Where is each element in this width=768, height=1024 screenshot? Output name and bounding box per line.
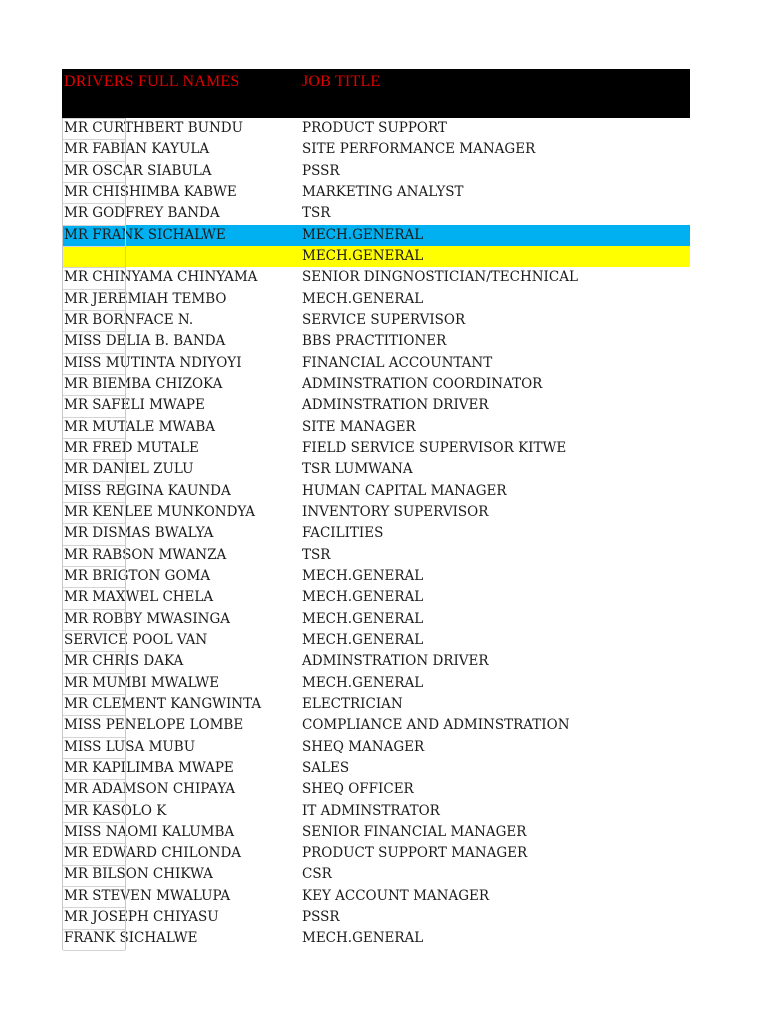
job-title-cell[interactable]: MECH.GENERAL	[302, 631, 424, 648]
table-row[interactable]	[62, 139, 690, 160]
job-title-cell[interactable]: FINANCIAL ACCOUNTANT	[302, 354, 493, 371]
table-row[interactable]	[62, 118, 690, 139]
driver-name-cell[interactable]: MR BRIGTON GOMA	[64, 567, 211, 584]
table-row[interactable]	[62, 801, 690, 822]
driver-name-cell[interactable]: MR SAFELI MWAPE	[64, 397, 205, 414]
job-title-cell[interactable]: MECH.GENERAL	[302, 247, 424, 264]
table-row[interactable]	[62, 651, 690, 672]
job-title-cell[interactable]: MECH.GENERAL	[302, 290, 424, 307]
driver-name-cell[interactable]: MISS PENELOPE LOMBE	[64, 717, 244, 734]
job-title-cell[interactable]: HUMAN CAPITAL MANAGER	[302, 482, 507, 499]
driver-name-cell[interactable]: MR BIEMBA CHIZOKA	[64, 375, 223, 392]
table-row[interactable]	[62, 353, 690, 374]
table-row[interactable]	[62, 630, 690, 651]
driver-name-cell[interactable]: MR EDWARD CHILONDA	[64, 845, 242, 862]
driver-name-cell[interactable]: MR GODFREY BANDA	[64, 205, 220, 222]
job-title-cell[interactable]: MECH.GENERAL	[302, 567, 424, 584]
table-row[interactable]	[62, 374, 690, 395]
table-row[interactable]	[62, 267, 690, 288]
table-row[interactable]	[62, 545, 690, 566]
job-title-cell[interactable]: PRODUCT SUPPORT MANAGER	[302, 845, 528, 862]
table-row[interactable]	[62, 843, 690, 864]
driver-name-cell[interactable]: FRANK SICHALWE	[64, 930, 198, 947]
table-row[interactable]	[62, 566, 690, 587]
job-title-cell[interactable]: PSSR	[302, 909, 340, 926]
table-row[interactable]	[62, 246, 690, 267]
table-row[interactable]	[62, 459, 690, 480]
driver-name-cell[interactable]: MISS MUTINTA NDIYOYI	[64, 354, 242, 371]
driver-name-cell[interactable]: MISS DELIA B. BANDA	[64, 333, 226, 350]
job-title-cell[interactable]: SALES	[302, 759, 350, 776]
job-title-cell[interactable]: ADMINSTRATION DRIVER	[302, 397, 489, 414]
table-row[interactable]	[62, 694, 690, 715]
driver-name-cell[interactable]: MR ROBBY MWASINGA	[64, 610, 231, 627]
table-row[interactable]	[62, 673, 690, 694]
driver-name-cell[interactable]: MR BILSON CHIKWA	[64, 866, 213, 883]
table-row[interactable]	[62, 737, 690, 758]
table-row[interactable]	[62, 417, 690, 438]
job-title-cell[interactable]: CSR	[302, 866, 332, 883]
driver-name-cell[interactable]: MR MUTALE MWABA	[64, 418, 216, 435]
driver-name-cell[interactable]: MR ADAMSON CHIPAYA	[64, 781, 235, 798]
table-row[interactable]	[62, 523, 690, 544]
job-title-cell[interactable]: FACILITIES	[302, 525, 384, 542]
spreadsheet	[62, 69, 690, 950]
table-row[interactable]	[62, 481, 690, 502]
table-row[interactable]	[62, 864, 690, 885]
driver-name-cell[interactable]: SERVICE POOL VAN	[64, 631, 208, 648]
table-row[interactable]	[62, 928, 690, 949]
job-title-cell[interactable]: SERVICE SUPERVISOR	[302, 311, 466, 328]
table-row[interactable]	[62, 587, 690, 608]
table-row[interactable]	[62, 886, 690, 907]
driver-name-cell[interactable]: MISS LUSA MUBU	[64, 738, 196, 755]
table-row[interactable]	[62, 182, 690, 203]
header-drivers-full-names: DRIVERS FULL NAMES	[64, 73, 240, 90]
job-title-cell[interactable]: SITE PERFORMANCE MANAGER	[302, 141, 536, 158]
driver-name-cell[interactable]: MR RABSON MWANZA	[64, 546, 227, 563]
job-title-cell[interactable]: SHEQ MANAGER	[302, 738, 425, 755]
driver-name-cell[interactable]: MR DANIEL ZULU	[64, 461, 194, 478]
table-row[interactable]	[62, 331, 690, 352]
job-title-cell[interactable]: SITE MANAGER	[302, 418, 416, 435]
job-title-cell[interactable]: ADMINSTRATION DRIVER	[302, 653, 489, 670]
driver-name-cell[interactable]: MISS REGINA KAUNDA	[64, 482, 231, 499]
table-row[interactable]	[62, 758, 690, 779]
driver-name-cell[interactable]: MR CHISHIMBA KABWE	[64, 183, 237, 200]
driver-name-cell[interactable]: MR CHRIS DAKA	[64, 653, 184, 670]
driver-name-cell[interactable]: MR FRANK SICHALWE	[64, 226, 226, 243]
job-title-cell[interactable]: MARKETING ANALYST	[302, 183, 464, 200]
driver-name-cell[interactable]: MISS NAOMI KALUMBA	[64, 823, 235, 840]
job-title-cell[interactable]: ELECTRICIAN	[302, 695, 403, 712]
job-title-cell[interactable]: KEY ACCOUNT MANAGER	[302, 887, 490, 904]
job-title-cell[interactable]: MECH.GENERAL	[302, 226, 424, 243]
driver-name-cell[interactable]: MR KENLEE MUNKONDYA	[64, 503, 256, 520]
table-row[interactable]	[62, 779, 690, 800]
driver-name-cell[interactable]: MR BORNFACE N.	[64, 311, 194, 328]
job-title-cell[interactable]: TSR LUMWANA	[302, 461, 413, 478]
driver-name-cell[interactable]: MR JOSEPH CHIYASU	[64, 909, 219, 926]
table-row[interactable]	[62, 289, 690, 310]
job-title-cell[interactable]: INVENTORY SUPERVISOR	[302, 503, 489, 520]
driver-name-cell[interactable]: MR FRED MUTALE	[64, 439, 199, 456]
job-title-cell[interactable]: MECH.GENERAL	[302, 610, 424, 627]
data-rows	[62, 118, 690, 950]
job-title-cell[interactable]: TSR	[302, 546, 331, 563]
job-title-cell[interactable]: IT ADMINSTRATOR	[302, 802, 440, 819]
driver-name-cell[interactable]: MR DISMAS BWALYA	[64, 525, 214, 542]
table-row[interactable]	[62, 715, 690, 736]
job-title-cell[interactable]: PSSR	[302, 162, 340, 179]
job-title-cell[interactable]: SENIOR FINANCIAL MANAGER	[302, 823, 527, 840]
table-row[interactable]	[62, 225, 690, 246]
table-row[interactable]	[62, 609, 690, 630]
job-title-cell[interactable]: ADMINSTRATION COORDINATOR	[302, 375, 543, 392]
table-row[interactable]	[62, 907, 690, 928]
gridline	[63, 950, 125, 951]
driver-name-cell[interactable]: MR CURTHBERT BUNDU	[64, 120, 244, 136]
table-row[interactable]	[62, 502, 690, 523]
driver-name-cell[interactable]: MR CHINYAMA CHINYAMA	[64, 269, 258, 286]
job-title-cell[interactable]: FIELD SERVICE SUPERVISOR KITWE	[302, 439, 567, 456]
header-job-title: JOB TITLE	[302, 73, 381, 90]
job-title-cell[interactable]: SENIOR DINGNOSTICIAN/TECHNICAL	[302, 269, 578, 286]
driver-name-cell[interactable]: MR FABIAN KAYULA	[64, 141, 210, 158]
job-title-cell[interactable]: MECH.GENERAL	[302, 674, 424, 691]
driver-name-cell[interactable]: MR MUMBI MWALWE	[64, 674, 220, 691]
table-row[interactable]	[62, 203, 690, 224]
job-title-cell[interactable]: BBS PRACTITIONER	[302, 333, 447, 350]
table-row[interactable]	[62, 310, 690, 331]
job-title-cell[interactable]: COMPLIANCE AND ADMINSTRATION	[302, 717, 570, 734]
job-title-cell[interactable]: TSR	[302, 205, 331, 222]
driver-name-cell[interactable]: MR MAXWEL CHELA	[64, 589, 214, 606]
driver-name-cell[interactable]: MR OSCAR SIABULA	[64, 162, 212, 179]
table-row[interactable]	[62, 822, 690, 843]
driver-name-cell[interactable]: MR KAPILIMBA MWAPE	[64, 759, 234, 776]
job-title-cell[interactable]: MECH.GENERAL	[302, 589, 424, 606]
table-row[interactable]	[62, 395, 690, 416]
table-row[interactable]	[62, 161, 690, 182]
job-title-cell[interactable]: MECH.GENERAL	[302, 930, 424, 947]
driver-name-cell[interactable]: MR STEVEN MWALUPA	[64, 887, 231, 904]
job-title-cell[interactable]: SHEQ OFFICER	[302, 781, 414, 798]
header-row	[62, 69, 690, 118]
driver-name-cell[interactable]: MR KASOLO K	[64, 802, 167, 819]
driver-name-cell[interactable]: MR JEREMIAH TEMBO	[64, 290, 227, 307]
table-row[interactable]	[62, 438, 690, 459]
driver-name-cell[interactable]: MR CLEMENT KANGWINTA	[64, 695, 262, 712]
job-title-cell[interactable]: PRODUCT SUPPORT	[302, 120, 447, 136]
